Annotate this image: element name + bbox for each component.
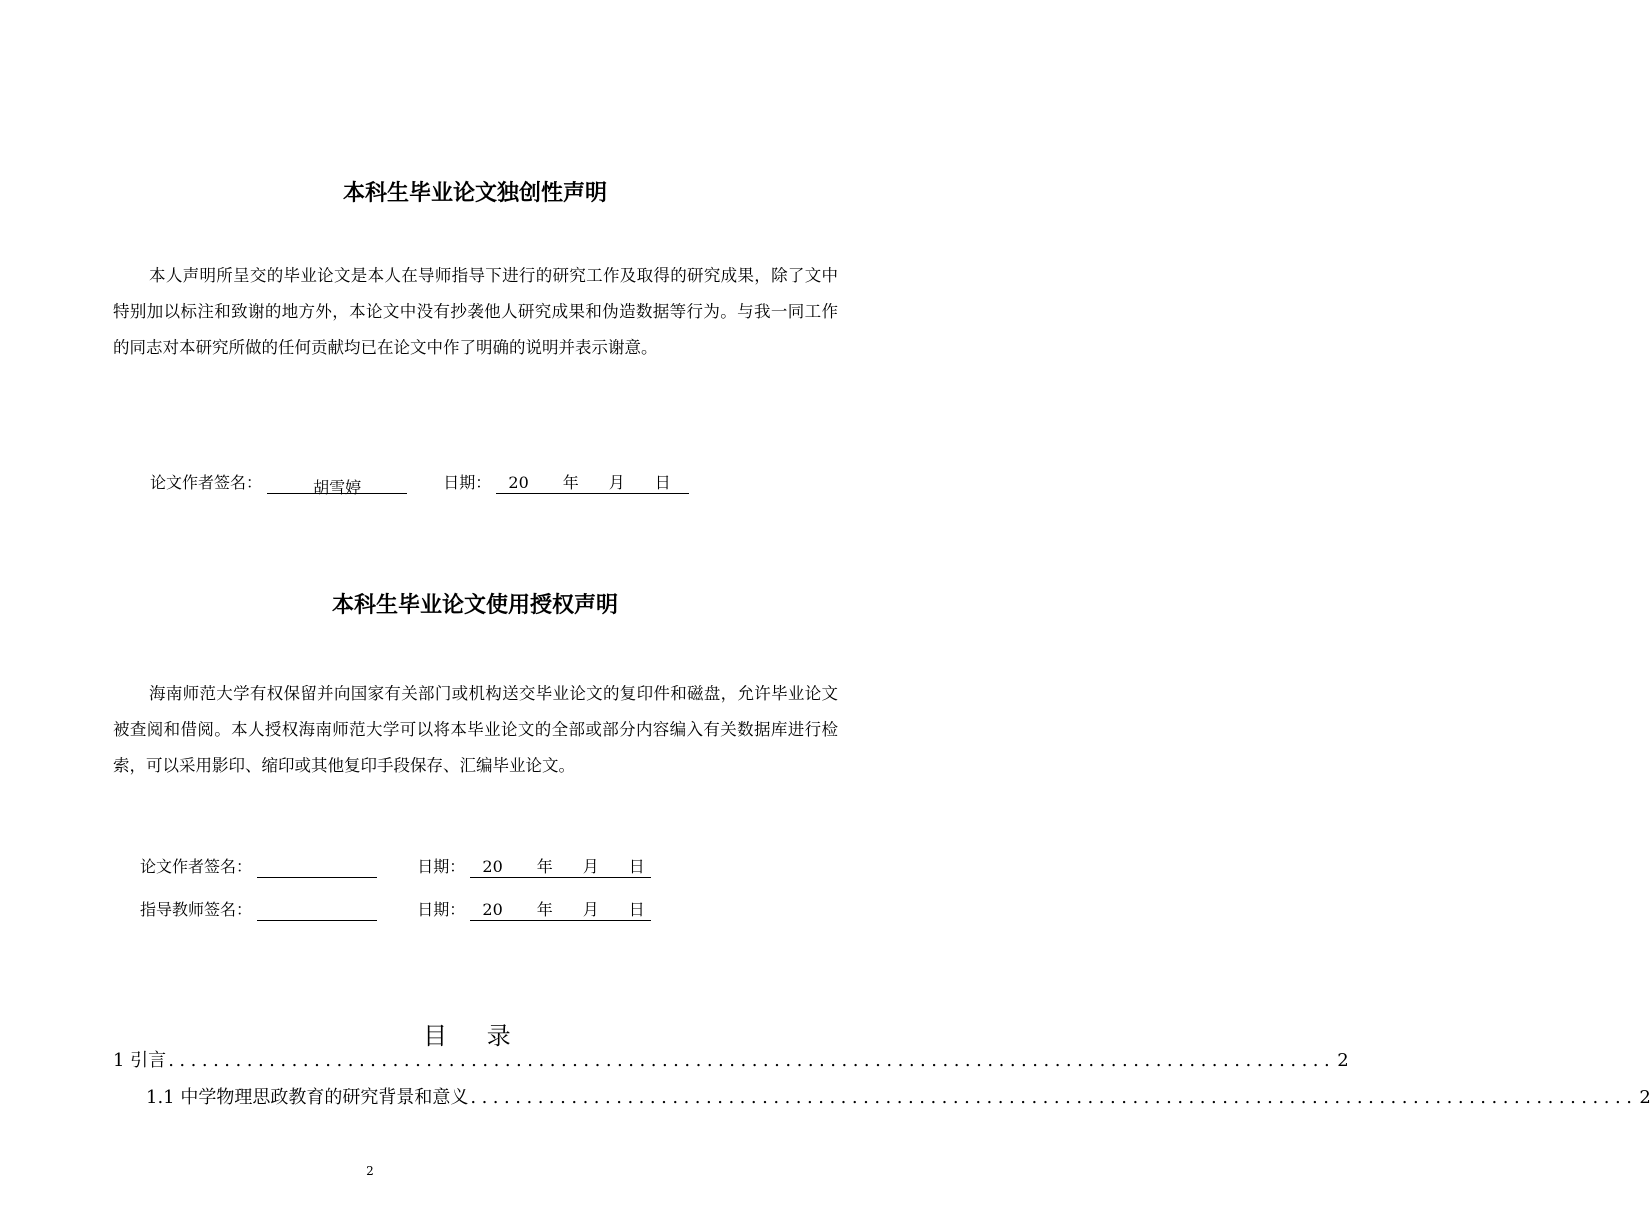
date-day-char: 日 — [628, 857, 645, 876]
toc-entry-page: 2 — [1337, 1050, 1349, 1071]
advisor-signature-label: 指导教师签名： — [140, 900, 253, 919]
author-name: 胡雪婷 — [313, 478, 362, 497]
author-signature-field — [267, 475, 407, 497]
toc-leader-dots: ........................................................................................................ — [470, 1087, 1638, 1108]
toc-entry[interactable] — [146, 1083, 1651, 1109]
toc-leader-dots: ........................................................................................................ — [168, 1050, 1336, 1071]
date-year-char: 年 — [536, 857, 553, 876]
author-signature-line — [140, 854, 651, 878]
toc-entry[interactable] — [113, 1046, 1349, 1072]
advisor-signature-field — [257, 902, 377, 921]
date-label: 日期： — [417, 857, 466, 876]
date-month-char: 月 — [582, 857, 599, 876]
authorization-declaration-body: 海南师范大学有权保留并向国家有关部门或机构送交毕业论文的复印件和磁盘，允许毕业论文被查阅和借阅。本人授权海南师范大学可以将本毕业论文的全部或部分内容编入有关数据库进行检索，可以采用影印、缩印或其他复印手段保存、汇编毕业论文。 — [113, 684, 838, 775]
date-year-char: 年 — [536, 900, 553, 919]
date-month-char: 月 — [582, 900, 599, 919]
date-year: 20 — [508, 473, 529, 492]
author-signature-label: 论文作者签名： — [140, 857, 253, 876]
originality-declaration-title: 本科生毕业论文独创性声明 — [342, 181, 607, 206]
toc-entry-page: 2 — [1639, 1087, 1651, 1108]
date-field — [470, 854, 650, 878]
author-signature-label: 论文作者签名： — [150, 473, 263, 492]
toc-entry-label: 1.1 中学物理思政教育的研究背景和意义 — [146, 1087, 469, 1108]
author-signature-field — [257, 859, 377, 878]
authorization-declaration-title: 本科生毕业论文使用授权声明 — [331, 593, 618, 618]
advisor-signature-line — [140, 897, 651, 921]
date-field — [470, 897, 650, 921]
date-label: 日期： — [417, 900, 466, 919]
date-year: 20 — [482, 857, 503, 876]
toc-title: 目 录 — [423, 1022, 527, 1050]
date-day-char: 日 — [628, 900, 645, 919]
date-month-char: 月 — [608, 473, 625, 492]
date-year: 20 — [482, 900, 503, 919]
toc-entry-label: 1 引言 — [113, 1050, 167, 1071]
date-day-char: 日 — [654, 473, 671, 492]
originality-signature-line — [150, 470, 689, 497]
originality-declaration-body: 本人声明所呈交的毕业论文是本人在导师指导下进行的研究工作及取得的研究成果，除了文中特别加以标注和致谢的地方外，本论文中没有抄袭他人研究成果和伪造数据等行为。与我一同工作的同志对本研究所做的任何贡献均已在论文中作了明确的说明并表示谢意。 — [113, 266, 838, 357]
date-year-char: 年 — [562, 473, 579, 492]
date-field — [496, 470, 688, 494]
page-number: 2 — [366, 1164, 374, 1178]
date-label: 日期： — [443, 473, 492, 492]
